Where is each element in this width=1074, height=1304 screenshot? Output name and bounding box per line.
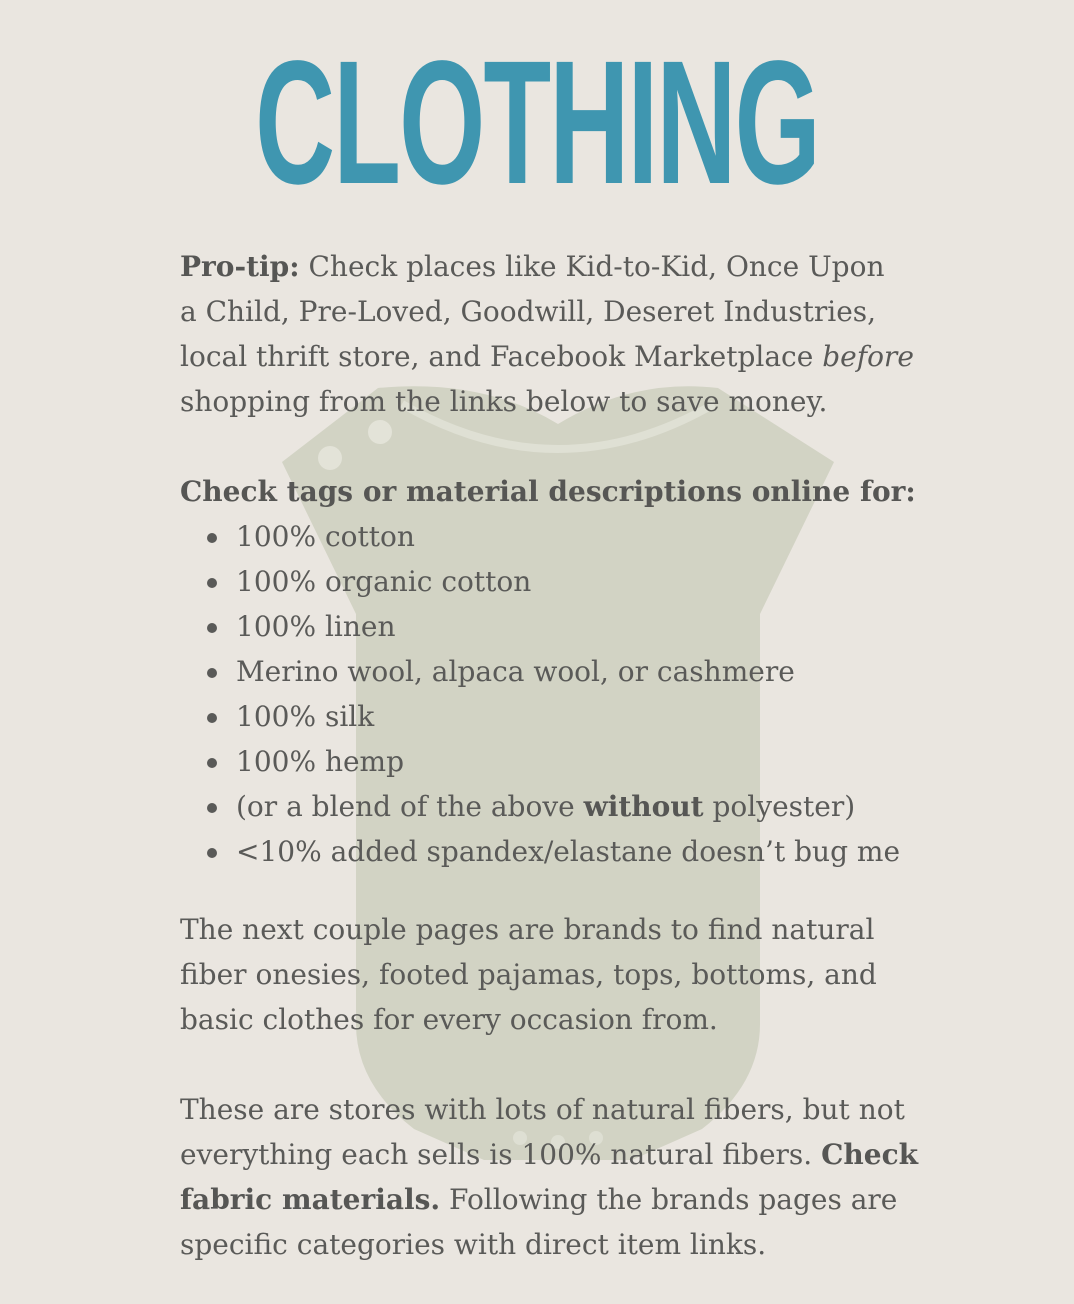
- fiber-list-item: 100% hemp: [236, 739, 940, 784]
- fiber-list-item: Merino wool, alpaca wool, or cashmere: [236, 649, 940, 694]
- check-tags-heading: Check tags or material descriptions online for:: [180, 475, 916, 508]
- check-emphasis: Check: [821, 1138, 919, 1171]
- pro-tip-line1: Check places like Kid-to-Kid, Once Upon: [299, 250, 885, 283]
- pro-tip-paragraph: [180, 244, 940, 424]
- stores-line1: These are stores with lots of natural fibers, but not: [180, 1093, 905, 1126]
- fiber-list-item-spandex: <10% added spandex/elastane doesn’t bug me: [236, 829, 940, 874]
- next-pages-line1: The next couple pages are brands to find natural: [180, 913, 875, 946]
- pro-tip-before-emphasis: before: [822, 340, 914, 373]
- pro-tip-line4: shopping from the links below to save money.: [180, 385, 828, 418]
- page-content: [180, 244, 940, 1267]
- stores-paragraph: [180, 1087, 940, 1267]
- blend-text: (or a blend of the above: [236, 790, 584, 823]
- next-pages-line2: fiber onesies, footed pajamas, tops, bottoms, and: [180, 958, 877, 991]
- stores-line4: specific categories with direct item links.: [180, 1228, 767, 1261]
- fiber-list: [180, 514, 940, 874]
- fabric-materials-emphasis: fabric materials.: [180, 1183, 441, 1216]
- stores-line3: Following the brands pages are: [440, 1183, 898, 1216]
- blend-text-end: polyester): [703, 790, 856, 823]
- fiber-list-item: 100% silk: [236, 694, 940, 739]
- blend-without-emphasis: without: [583, 790, 704, 823]
- pro-tip-line3: local thrift store, and Facebook Marketplace: [180, 340, 823, 373]
- next-pages-paragraph: [180, 907, 940, 1042]
- pro-tip-label: Pro-tip:: [180, 250, 300, 283]
- fiber-list-item: 100% cotton: [236, 514, 940, 559]
- fiber-list-item-blend: [236, 784, 940, 829]
- next-pages-line3: basic clothes for every occasion from.: [180, 1003, 718, 1036]
- fiber-list-item: 100% linen: [236, 604, 940, 649]
- page-title: CLOTHING: [255, 25, 819, 221]
- fiber-list-item: 100% organic cotton: [236, 559, 940, 604]
- stores-line2: everything each sells is 100% natural fibers.: [180, 1138, 822, 1171]
- pro-tip-line2: a Child, Pre-Loved, Goodwill, Deseret Industries,: [180, 295, 877, 328]
